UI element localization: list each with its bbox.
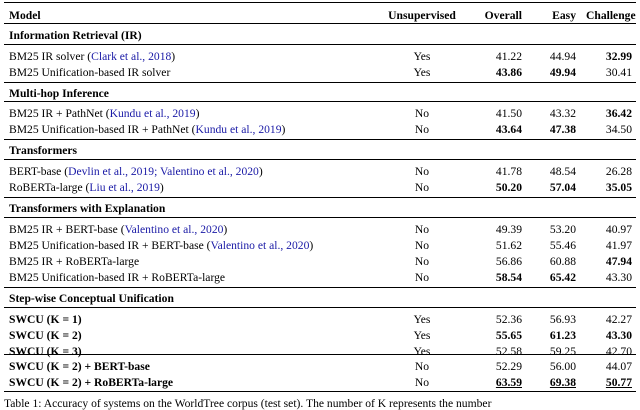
section-title-text: Information Retrieval (IR) <box>9 29 142 42</box>
overall-score-cell: 43.86 <box>495 66 522 79</box>
bottom-rule <box>4 391 636 392</box>
citation: Devlin et al., 2019; Valentino et al., 2020 <box>68 165 259 178</box>
model-name: BM25 Unification-based IR + BERT-base <box>9 239 204 252</box>
citation-open-paren: ( <box>102 107 110 120</box>
overall-score-cell: 43.64 <box>495 123 522 136</box>
model-name: BM25 Unification-based IR + PathNet <box>9 123 189 136</box>
table-row <box>0 165 640 178</box>
easy-score-cell: 44.94 <box>549 50 576 63</box>
citation-open-paren: ( <box>203 239 211 252</box>
overall-score-cell: 50.20 <box>495 181 522 194</box>
overall-score-cell: 41.22 <box>495 50 522 63</box>
table-row <box>0 360 640 373</box>
challenge-score-cell: 32.99 <box>605 50 632 63</box>
easy-score-cell: 59.25 <box>549 345 576 358</box>
unsupervised-cell: No <box>414 123 430 136</box>
section-rule-1 <box>4 44 636 45</box>
easy-score-cell: 69.38 <box>549 376 576 389</box>
section-title-text: Transformers <box>9 144 78 157</box>
citation: Kundu et al., 2019 <box>195 123 282 136</box>
model-name: BERT-base <box>9 165 62 178</box>
challenge-score-cell: 43.30 <box>605 329 632 342</box>
overall-score-cell: 52.29 <box>495 360 522 373</box>
table-row <box>0 223 640 236</box>
challenge-score-cell: 36.42 <box>605 107 632 120</box>
overall-score-cell: 52.36 <box>495 313 522 326</box>
overall-score-cell: 41.50 <box>495 107 522 120</box>
table-row <box>0 255 640 268</box>
challenge-score-cell: 30.41 <box>605 66 632 79</box>
easy-score-cell: 47.38 <box>549 123 576 136</box>
citation-close-paren: ) <box>195 107 200 120</box>
section-rule-2 <box>4 101 636 102</box>
unsupervised-cell: No <box>414 360 430 373</box>
citation: Kundu et al., 2019 <box>109 107 196 120</box>
section-title <box>0 29 640 42</box>
model-name-cell <box>9 271 225 284</box>
model-name-cell <box>9 181 164 194</box>
model-name: RoBERTa-large <box>9 181 83 194</box>
section-rule-3 <box>4 159 636 160</box>
table-row <box>0 181 640 194</box>
easy-score-cell: 61.23 <box>549 329 576 342</box>
unsupervised-cell: No <box>414 107 430 120</box>
citation-close-paren: ) <box>281 123 286 136</box>
table-row <box>0 345 640 358</box>
section-divider-3 <box>4 197 636 198</box>
citation-open-paren: ( <box>82 181 90 194</box>
overall-score-cell: 49.39 <box>495 223 522 236</box>
table-row <box>0 50 640 63</box>
table-row <box>0 376 640 389</box>
model-name: SWCU (K = 2) <box>9 329 82 342</box>
easy-score-cell: 57.04 <box>549 181 576 194</box>
table-row <box>0 271 640 284</box>
table-caption: Table 1: Accuracy of systems on the WorldTree corpus (test set). The number of K represents the number <box>4 397 492 410</box>
challenge-score-cell: 34.50 <box>605 123 632 136</box>
column-header-unsupervised: Unsupervised <box>388 9 456 22</box>
section-divider-4 <box>4 287 636 288</box>
table-row <box>0 239 640 252</box>
overall-score-cell: 41.78 <box>495 165 522 178</box>
citation-close-paren: ) <box>223 223 228 236</box>
model-name-cell <box>9 360 150 373</box>
model-name: SWCU (K = 3) <box>9 345 82 358</box>
top-rule <box>4 2 636 3</box>
easy-score-cell: 60.88 <box>549 255 576 268</box>
model-name-cell <box>9 50 175 63</box>
table-row <box>0 329 640 342</box>
easy-score-cell: 56.93 <box>549 313 576 326</box>
header-rule <box>4 23 636 24</box>
challenge-score-cell: 47.94 <box>605 255 632 268</box>
citation-open-paren: ( <box>188 123 196 136</box>
model-name-cell <box>9 107 199 120</box>
citation: Valentino et al., 2020 <box>210 239 310 252</box>
challenge-score-cell: 42.27 <box>605 313 632 326</box>
easy-score-cell: 53.20 <box>549 223 576 236</box>
section-title <box>0 144 640 157</box>
challenge-score-cell: 41.97 <box>605 239 632 252</box>
model-name-cell <box>9 329 82 342</box>
model-name: SWCU (K = 2) + BERT-base <box>9 360 150 373</box>
model-name-cell <box>9 376 173 389</box>
easy-score-cell: 65.42 <box>549 271 576 284</box>
model-name: SWCU (K = 1) <box>9 313 82 326</box>
citation-close-paren: ) <box>309 239 314 252</box>
unsupervised-cell: Yes <box>413 66 431 79</box>
unsupervised-cell: Yes <box>413 345 431 358</box>
citation-close-paren: ) <box>171 50 176 63</box>
challenge-score-cell: 44.07 <box>605 360 632 373</box>
overall-score-cell: 56.86 <box>495 255 522 268</box>
model-name: BM25 Unification-based IR solver <box>9 66 171 79</box>
unsupervised-cell: Yes <box>413 313 431 326</box>
column-header-easy: Easy <box>552 9 576 22</box>
citation-open-paren: ( <box>84 50 92 63</box>
table-row <box>0 313 640 326</box>
section-divider-2 <box>4 139 636 140</box>
model-name: BM25 IR solver <box>9 50 85 63</box>
model-name-cell <box>9 66 170 79</box>
unsupervised-cell: Yes <box>413 50 431 63</box>
model-name-cell <box>9 255 139 268</box>
easy-score-cell: 56.00 <box>549 360 576 373</box>
section-divider-1 <box>4 82 636 83</box>
column-header-model: Model <box>9 9 41 22</box>
challenge-score-cell: 35.05 <box>605 181 632 194</box>
citation-close-paren: ) <box>258 165 263 178</box>
model-name-cell <box>9 123 285 136</box>
citation: Valentino et al., 2020 <box>124 223 224 236</box>
table-row <box>0 66 640 79</box>
unsupervised-cell: No <box>414 271 430 284</box>
citation-open-paren: ( <box>61 165 69 178</box>
model-name-cell <box>9 239 313 252</box>
model-name: BM25 IR + RoBERTa-large <box>9 255 140 268</box>
table-row <box>0 107 640 120</box>
model-name-cell <box>9 313 82 326</box>
section-rule-4 <box>4 217 636 218</box>
overall-score-cell: 58.54 <box>495 271 522 284</box>
model-name-cell <box>9 223 227 236</box>
unsupervised-cell: Yes <box>413 329 431 342</box>
section-title-text: Step-wise Conceptual Unification <box>9 292 174 305</box>
challenge-score-cell: 42.70 <box>605 345 632 358</box>
table-header-row <box>0 9 640 22</box>
section-title <box>0 202 640 215</box>
citation-close-paren: ) <box>159 181 164 194</box>
easy-score-cell: 43.32 <box>549 107 576 120</box>
challenge-score-cell: 50.77 <box>605 376 632 389</box>
overall-score-cell: 52.58 <box>495 345 522 358</box>
unsupervised-cell: No <box>414 255 430 268</box>
section-rule-5 <box>4 307 636 308</box>
overall-score-cell: 55.65 <box>495 329 522 342</box>
challenge-score-cell: 43.30 <box>605 271 632 284</box>
easy-score-cell: 48.54 <box>549 165 576 178</box>
section-title-text: Transformers with Explanation <box>9 202 166 215</box>
section-title <box>0 87 640 100</box>
challenge-score-cell: 26.28 <box>605 165 632 178</box>
section-title <box>0 292 640 305</box>
model-name: BM25 IR + BERT-base <box>9 223 118 236</box>
model-name: BM25 IR + PathNet <box>9 107 103 120</box>
model-name-cell <box>9 345 82 358</box>
challenge-score-cell: 40.97 <box>605 223 632 236</box>
unsupervised-cell: No <box>414 239 430 252</box>
overall-score-cell: 51.62 <box>495 239 522 252</box>
column-header-overall: Overall <box>484 9 522 22</box>
unsupervised-cell: No <box>414 181 430 194</box>
unsupervised-cell: No <box>414 223 430 236</box>
model-name: SWCU (K = 2) + RoBERTa-large <box>9 376 174 389</box>
citation: Liu et al., 2019 <box>89 181 160 194</box>
citation-open-paren: ( <box>117 223 125 236</box>
unsupervised-cell: No <box>414 165 430 178</box>
section-title-text: Multi-hop Inference <box>9 87 109 100</box>
overall-score-cell: 63.59 <box>495 376 522 389</box>
unsupervised-cell: No <box>414 376 430 389</box>
model-name: BM25 Unification-based IR + RoBERTa-large <box>9 271 226 284</box>
citation: Clark et al., 2018 <box>91 50 172 63</box>
easy-score-cell: 55.46 <box>549 239 576 252</box>
model-name-cell <box>9 165 263 178</box>
easy-score-cell: 49.94 <box>549 66 576 79</box>
column-header-challenge: Challenge <box>586 9 636 22</box>
table-row <box>0 123 640 136</box>
